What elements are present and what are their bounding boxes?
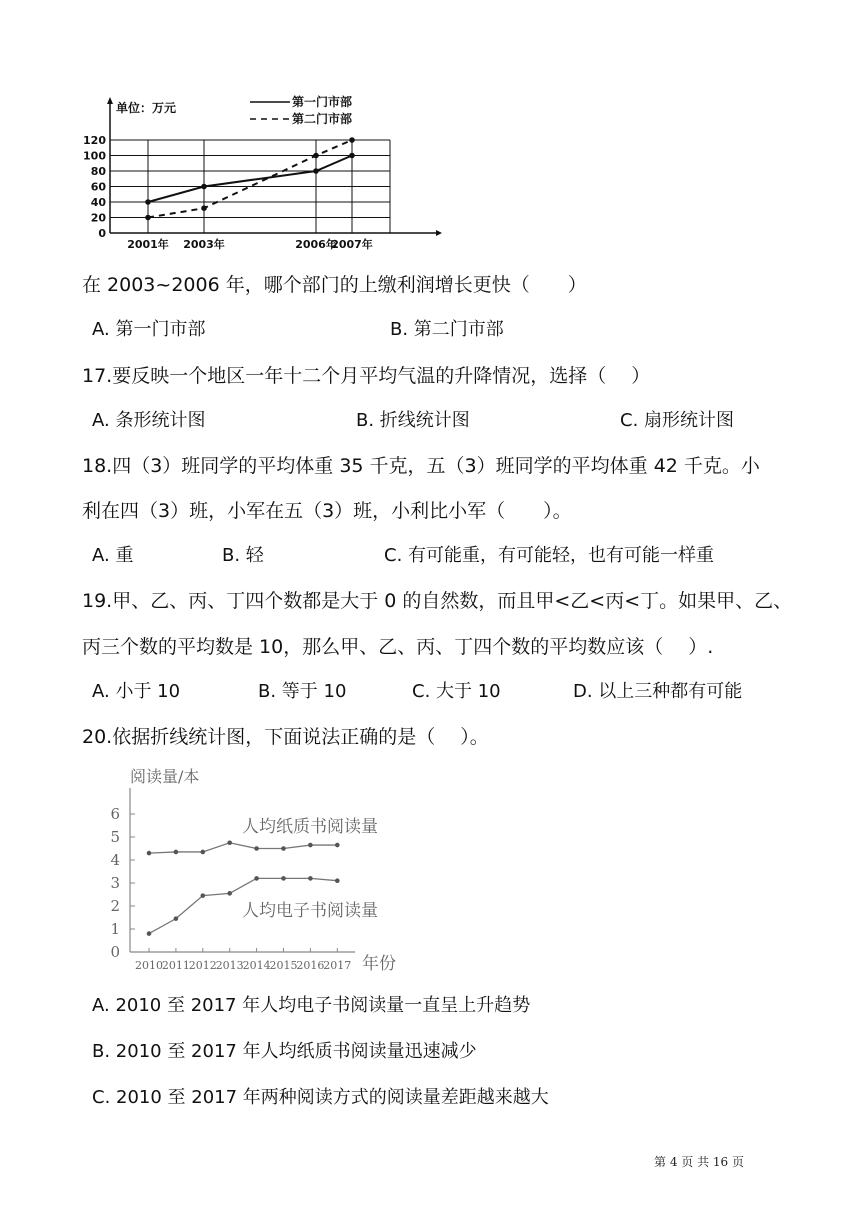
chart2-x-unit: 年份 <box>362 954 396 974</box>
chart2-point <box>281 876 286 881</box>
chart2-point <box>308 876 313 881</box>
chart2-series-label-paper: 人均纸质书阅读量 <box>242 817 378 837</box>
chart1-x-arrow <box>436 230 442 236</box>
chart2-point <box>174 850 179 855</box>
chart1-x-ticks <box>127 237 373 251</box>
chart1-x-tick: 2006年 <box>295 238 337 251</box>
q16-option-b[interactable]: B. 第二门市部 <box>390 319 504 340</box>
q17-stem: 17.要反映一个地区一年十二个月平均气温的升降情况，选择（ ） <box>82 365 651 387</box>
chart2-point <box>227 891 232 896</box>
chart2-x-tick: 2016 <box>296 959 325 972</box>
q20-option-c[interactable]: C. 2010 至 2017 年两种阅读方式的阅读量差距越来越大 <box>92 1087 549 1108</box>
q19-option-a[interactable]: A. 小于 10 <box>92 681 181 702</box>
chart2-y-tick: 3 <box>110 874 120 892</box>
chart2-x-tick: 2015 <box>269 959 298 972</box>
chart2-y-tick: 4 <box>110 851 120 869</box>
chart2-y-title: 阅读量/本 <box>130 767 200 786</box>
chart1-y-tick: 60 <box>90 180 106 194</box>
q19-stem-line1: 19.甲、乙、丙、丁四个数都是大于 0 的自然数，而且甲<乙<丙<丁。如果甲、乙、 <box>82 590 793 612</box>
chart2-x-tick: 2012 <box>188 959 217 972</box>
chart2-point <box>147 851 152 856</box>
chart1-point <box>201 205 207 211</box>
q17-option-a[interactable]: A. 条形统计图 <box>92 410 206 431</box>
chart1-point <box>201 184 207 190</box>
chart2-y-tick: 2 <box>110 897 120 915</box>
chart1-point <box>145 215 151 221</box>
chart1-x-tick: 2003年 <box>183 238 225 251</box>
chart1-y-tick: 0 <box>98 227 106 240</box>
chart1-legend <box>250 94 352 126</box>
q16-stem: 在 2003~2006 年，哪个部门的上缴利润增长更快（ ） <box>82 274 587 296</box>
q18-option-b[interactable]: B. 轻 <box>222 545 264 566</box>
chart2-x-tick: 2017 <box>323 959 352 972</box>
chart2-point <box>308 843 313 848</box>
chart2-y-tick: 5 <box>110 828 120 846</box>
chart1-y-arrow <box>107 97 113 104</box>
q19-stem-line2: 丙三个数的平均数是 10，那么甲、乙、丙、丁四个数的平均数应该（ ）. <box>82 636 714 658</box>
q20-stem: 20.依据折线统计图，下面说法正确的是（ ）。 <box>82 726 489 748</box>
chart2-point <box>227 840 232 845</box>
q19-option-c[interactable]: C. 大于 10 <box>412 681 501 702</box>
chart1-y-tick: 20 <box>90 211 106 225</box>
q17-option-c[interactable]: C. 扇形统计图 <box>620 410 735 431</box>
q18-stem-line2: 利在四（3）班，小军在五（3）班，小利比小军（ ）。 <box>82 500 572 522</box>
chart1-y-tick: 100 <box>83 149 106 163</box>
page-footer: 第 4 页 共 16 页 <box>654 1155 744 1169</box>
chart2-y-ticks <box>110 805 135 961</box>
chart2-point <box>201 850 206 855</box>
chart2-y-tick: 6 <box>110 805 120 823</box>
chart1-point <box>313 168 319 174</box>
chart2-x-tick: 2010 <box>135 959 163 972</box>
chart1-y-tick: 120 <box>83 134 106 147</box>
chart1-legend-2: 第二门市部 <box>292 112 353 126</box>
chart2-x-tick: 2013 <box>215 959 244 972</box>
chart2-axes <box>130 788 355 952</box>
chart2-point <box>254 846 259 851</box>
chart1-series-line-1 <box>148 156 352 203</box>
chart1-point <box>145 199 151 205</box>
q20-option-a[interactable]: A. 2010 至 2017 年人均电子书阅读量一直呈上升趋势 <box>92 995 531 1016</box>
chart2-y-tick: 1 <box>110 920 120 938</box>
chart2-y-tick: 0 <box>110 943 120 961</box>
chart2-point <box>254 876 259 881</box>
chart1-y-tick: 80 <box>90 165 106 178</box>
chart2-point <box>281 846 286 851</box>
chart2-point <box>147 931 152 936</box>
chart2-x-tick: 2011 <box>161 959 190 972</box>
q16-option-a[interactable]: A. 第一门市部 <box>92 319 206 340</box>
chart1-series <box>145 137 355 220</box>
chart2-point <box>174 916 179 921</box>
chart1-y-tick: 40 <box>90 196 106 209</box>
chart1-point <box>349 153 355 159</box>
reading-line-chart <box>100 762 420 980</box>
chart2-series-label-ebook: 人均电子书阅读量 <box>242 901 378 921</box>
chart1-y-ticks <box>83 134 106 240</box>
q18-option-c[interactable]: C. 有可能重，有可能轻，也有可能一样重 <box>384 545 715 566</box>
q17-option-b[interactable]: B. 折线统计图 <box>356 410 470 431</box>
chart2-point <box>201 893 206 898</box>
q20-option-b[interactable]: B. 2010 至 2017 年人均纸质书阅读量迅速减少 <box>92 1041 477 1062</box>
q18-stem-line1: 18.四（3）班同学的平均体重 35 千克，五（3）班同学的平均体重 42 千克。小 <box>82 455 760 477</box>
chart2-point <box>335 878 340 883</box>
profit-line-chart <box>80 92 460 262</box>
chart1-grid <box>110 140 390 233</box>
q18-option-a[interactable]: A. 重 <box>92 545 134 566</box>
q19-option-d[interactable]: D. 以上三种都有可能 <box>573 681 743 702</box>
chart2-series <box>147 840 340 935</box>
chart1-point <box>349 137 355 143</box>
chart1-legend-1: 第一门市部 <box>292 95 353 109</box>
q19-option-b[interactable]: B. 等于 10 <box>258 681 347 702</box>
chart1-axes <box>107 97 442 236</box>
chart1-series-line-2 <box>148 140 352 218</box>
chart1-point <box>313 153 319 159</box>
chart1-x-tick: 2007年 <box>331 238 373 251</box>
chart2-point <box>335 843 340 848</box>
chart2-x-tick: 2014 <box>242 959 271 972</box>
chart1-unit-label: 单位：万元 <box>116 101 177 115</box>
chart1-x-tick: 2001年 <box>127 238 169 251</box>
